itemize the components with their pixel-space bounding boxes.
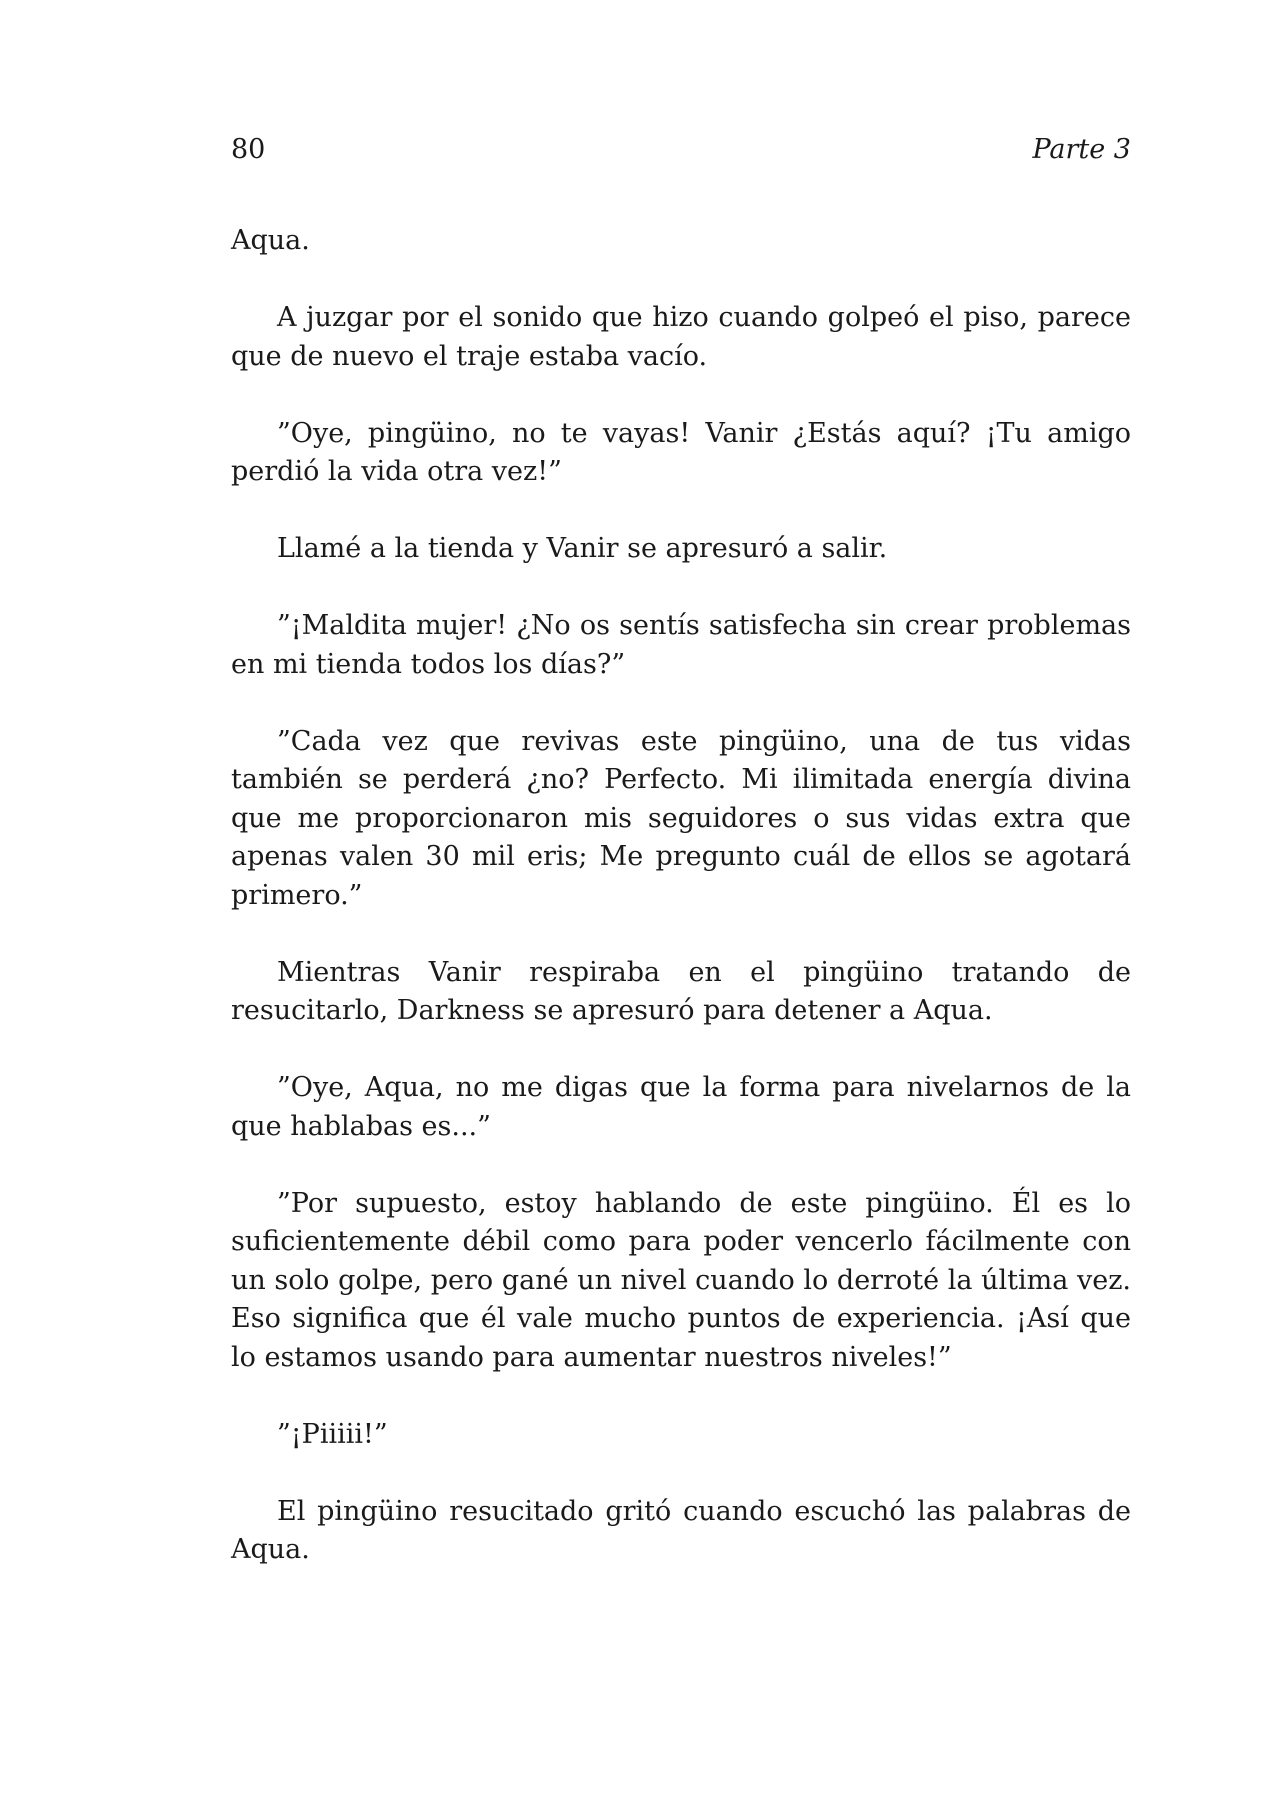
- paragraph: Llamé a la tienda y Vanir se apresuró a salir.: [277, 533, 888, 564]
- part-title: Parte 3: [1032, 134, 1131, 165]
- paragraph: ”Cada vez que revivas este pingüino, una de tus vidas también se perderá ¿no? Perfecto. Mi ilimitada energía divina que me proporcionaron mis seguidores o sus vidas extra que apenas valen 30 mil eris; Me pregunto cuál de ellos se agotará primero.”: [231, 725, 1131, 911]
- paragraph: A juzgar por el sonido que hizo cuando golpeó el piso, parece que de nuevo el traje estaba vacío.: [231, 302, 1131, 372]
- paragraph: ”Oye, Aqua, no me digas que la forma para nivelarnos de la que hablabas es...”: [231, 1072, 1131, 1142]
- paragraph: ”¡Maldita mujer! ¿No os sentís satisfecha sin crear problemas en mi tienda todos los días?”: [231, 610, 1131, 680]
- paragraph: ”Por supuesto, estoy hablando de este pingüino. Él es lo suficientemente débil como para poder vencerlo fácilmente con un solo golpe, pero gané un nivel cuando lo derroté la última vez. Eso significa que él vale mucho puntos de experiencia. ¡Así que lo estamos usando para aumentar nuestros niveles!”: [231, 1187, 1131, 1373]
- running-head: [231, 130, 1131, 170]
- paragraph: Aqua.: [231, 225, 310, 256]
- paragraph: El pingüino resucitado gritó cuando escuchó las palabras de Aqua.: [231, 1495, 1131, 1565]
- paragraph: ”¡Piiiii!”: [277, 1418, 388, 1450]
- paragraph: ”Oye, pingüino, no te vayas! Vanir ¿Estás aquí? ¡Tu amigo perdió la vida otra vez!”: [231, 417, 1131, 487]
- paragraph: Mientras Vanir respiraba en el pingüino tratando de resucitarlo, Darkness se apresuró para detener a Aqua.: [231, 956, 1131, 1026]
- body-text: [231, 222, 1131, 1570]
- page-number: 80: [231, 134, 266, 165]
